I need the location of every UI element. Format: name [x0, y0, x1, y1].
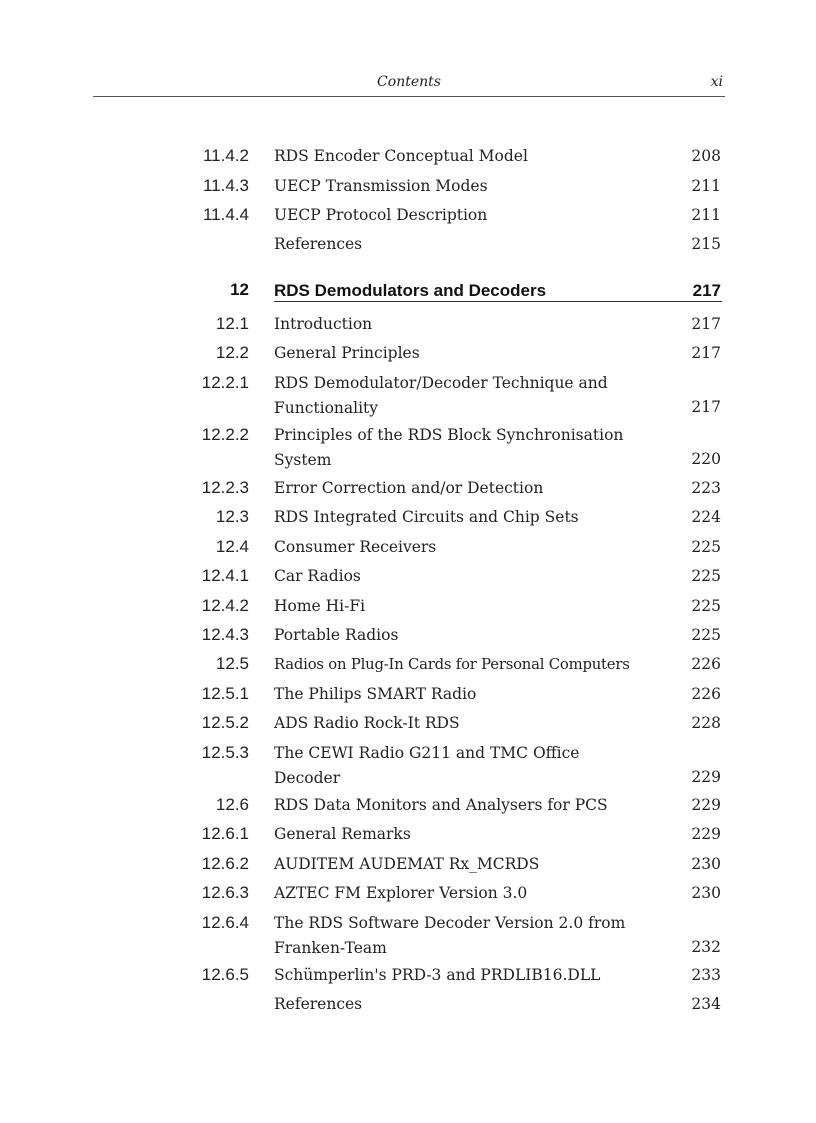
entry-title: UECP Transmission Modes — [274, 177, 488, 195]
entry-number: 12.5 — [215, 654, 249, 673]
entry-title: General Principles — [274, 344, 420, 362]
entry-number: 12.5.1 — [201, 684, 249, 703]
entry-title: ADS Radio Rock-It RDS — [274, 714, 460, 732]
entry-title: The RDS Software Decoder Version 2.0 from Franken-Team — [274, 914, 626, 957]
entry-title: AZTEC FM Explorer Version 3.0 — [274, 884, 528, 902]
entry-page: 217 — [691, 398, 721, 416]
entry-title: The Philips SMART Radio — [274, 685, 477, 703]
entry-number: 12.6.2 — [201, 854, 249, 873]
entry-page: 217 — [691, 315, 721, 333]
entry-title: Principles of the RDS Block Synchronisation System — [274, 426, 624, 469]
chapter-page: 217 — [692, 281, 721, 300]
entry-page: 226 — [691, 655, 721, 673]
entry-title: AUDITEM AUDEMAT Rx_MCRDS — [274, 855, 540, 873]
entry-number: 12.6.5 — [201, 965, 249, 984]
entry-number: 12.6.3 — [201, 883, 249, 902]
entry-page: 223 — [691, 479, 721, 497]
entry-title: UECP Protocol Description — [274, 206, 488, 224]
entry-page: 225 — [691, 626, 721, 644]
entry-title: RDS Encoder Conceptual Model — [274, 147, 528, 165]
entry-number: 12.2.2 — [201, 425, 249, 444]
entry-page: 217 — [691, 344, 721, 362]
entry-number: 12.4.1 — [201, 566, 249, 585]
entry-title: References — [274, 235, 363, 253]
entry-page: 233 — [691, 966, 721, 984]
entry-number: 11.4.4 — [202, 205, 249, 224]
entry-title: Radios on Plug-In Cards for Personal Computers — [274, 656, 630, 673]
entry-number: 12.5.2 — [201, 713, 249, 732]
entry-page: 225 — [691, 538, 721, 556]
entry-page: 228 — [691, 714, 721, 732]
entry-number: 11.4.3 — [202, 176, 249, 195]
entry-page: 232 — [691, 938, 721, 956]
header-title: Contents — [377, 74, 441, 90]
entry-number: 12.2.1 — [201, 373, 249, 392]
entry-number: 12.3 — [215, 507, 249, 526]
entry-title: Consumer Receivers — [274, 538, 437, 556]
entry-number: 12.2 — [215, 343, 249, 362]
entry-number: 12.6 — [215, 795, 249, 814]
entry-title: RDS Demodulator/Decoder Technique and Functionality — [274, 374, 608, 417]
entry-title: RDS Data Monitors and Analysers for PCS — [274, 796, 608, 814]
entry-title: The CEWI Radio G211 and TMC Office Decoder — [274, 744, 580, 787]
entry-title: RDS Integrated Circuits and Chip Sets — [274, 508, 579, 526]
entry-page: 234 — [691, 995, 721, 1013]
entry-page: 225 — [691, 597, 721, 615]
entry-title: General Remarks — [274, 825, 411, 843]
entry-page: 224 — [691, 508, 721, 526]
entry-page: 230 — [691, 855, 721, 873]
entry-title: Introduction — [274, 315, 373, 333]
entry-page: 226 — [691, 685, 721, 703]
chapter-number: 12 — [230, 280, 249, 299]
entry-page: 211 — [691, 177, 721, 195]
entry-number: 12.6.1 — [201, 824, 249, 843]
entry-title: Error Correction and/or Detection — [274, 479, 544, 497]
entry-number: 12.4 — [215, 537, 249, 556]
entry-number: 12.4.2 — [201, 596, 249, 615]
chapter-title: RDS Demodulators and Decoders — [274, 281, 547, 300]
entry-page: 225 — [691, 567, 721, 585]
entry-number: 12.5.3 — [201, 743, 249, 762]
entry-page: 230 — [691, 884, 721, 902]
entry-page: 220 — [691, 450, 721, 468]
entry-page: 215 — [691, 235, 721, 253]
entry-title: Portable Radios — [274, 626, 399, 644]
entry-number: 12.1 — [215, 314, 249, 333]
entry-number: 11.4.2 — [202, 146, 249, 165]
entry-number: 12.6.4 — [201, 913, 249, 932]
entry-page: 211 — [691, 206, 721, 224]
entry-number: 12.2.3 — [201, 478, 249, 497]
chapter-rule — [274, 301, 722, 302]
entry-title: Schümperlin's PRD-3 and PRDLIB16.DLL — [274, 966, 601, 984]
entry-page: 229 — [691, 796, 721, 814]
entry-page: 229 — [691, 825, 721, 843]
entry-page: 229 — [691, 768, 721, 786]
running-header — [93, 66, 725, 97]
header-page-number: xi — [710, 74, 723, 90]
entry-title: Car Radios — [274, 567, 361, 585]
entry-title: References — [274, 995, 363, 1013]
entry-number: 12.4.3 — [201, 625, 249, 644]
entry-page: 208 — [691, 147, 721, 165]
entry-title: Home Hi-Fi — [274, 597, 366, 615]
